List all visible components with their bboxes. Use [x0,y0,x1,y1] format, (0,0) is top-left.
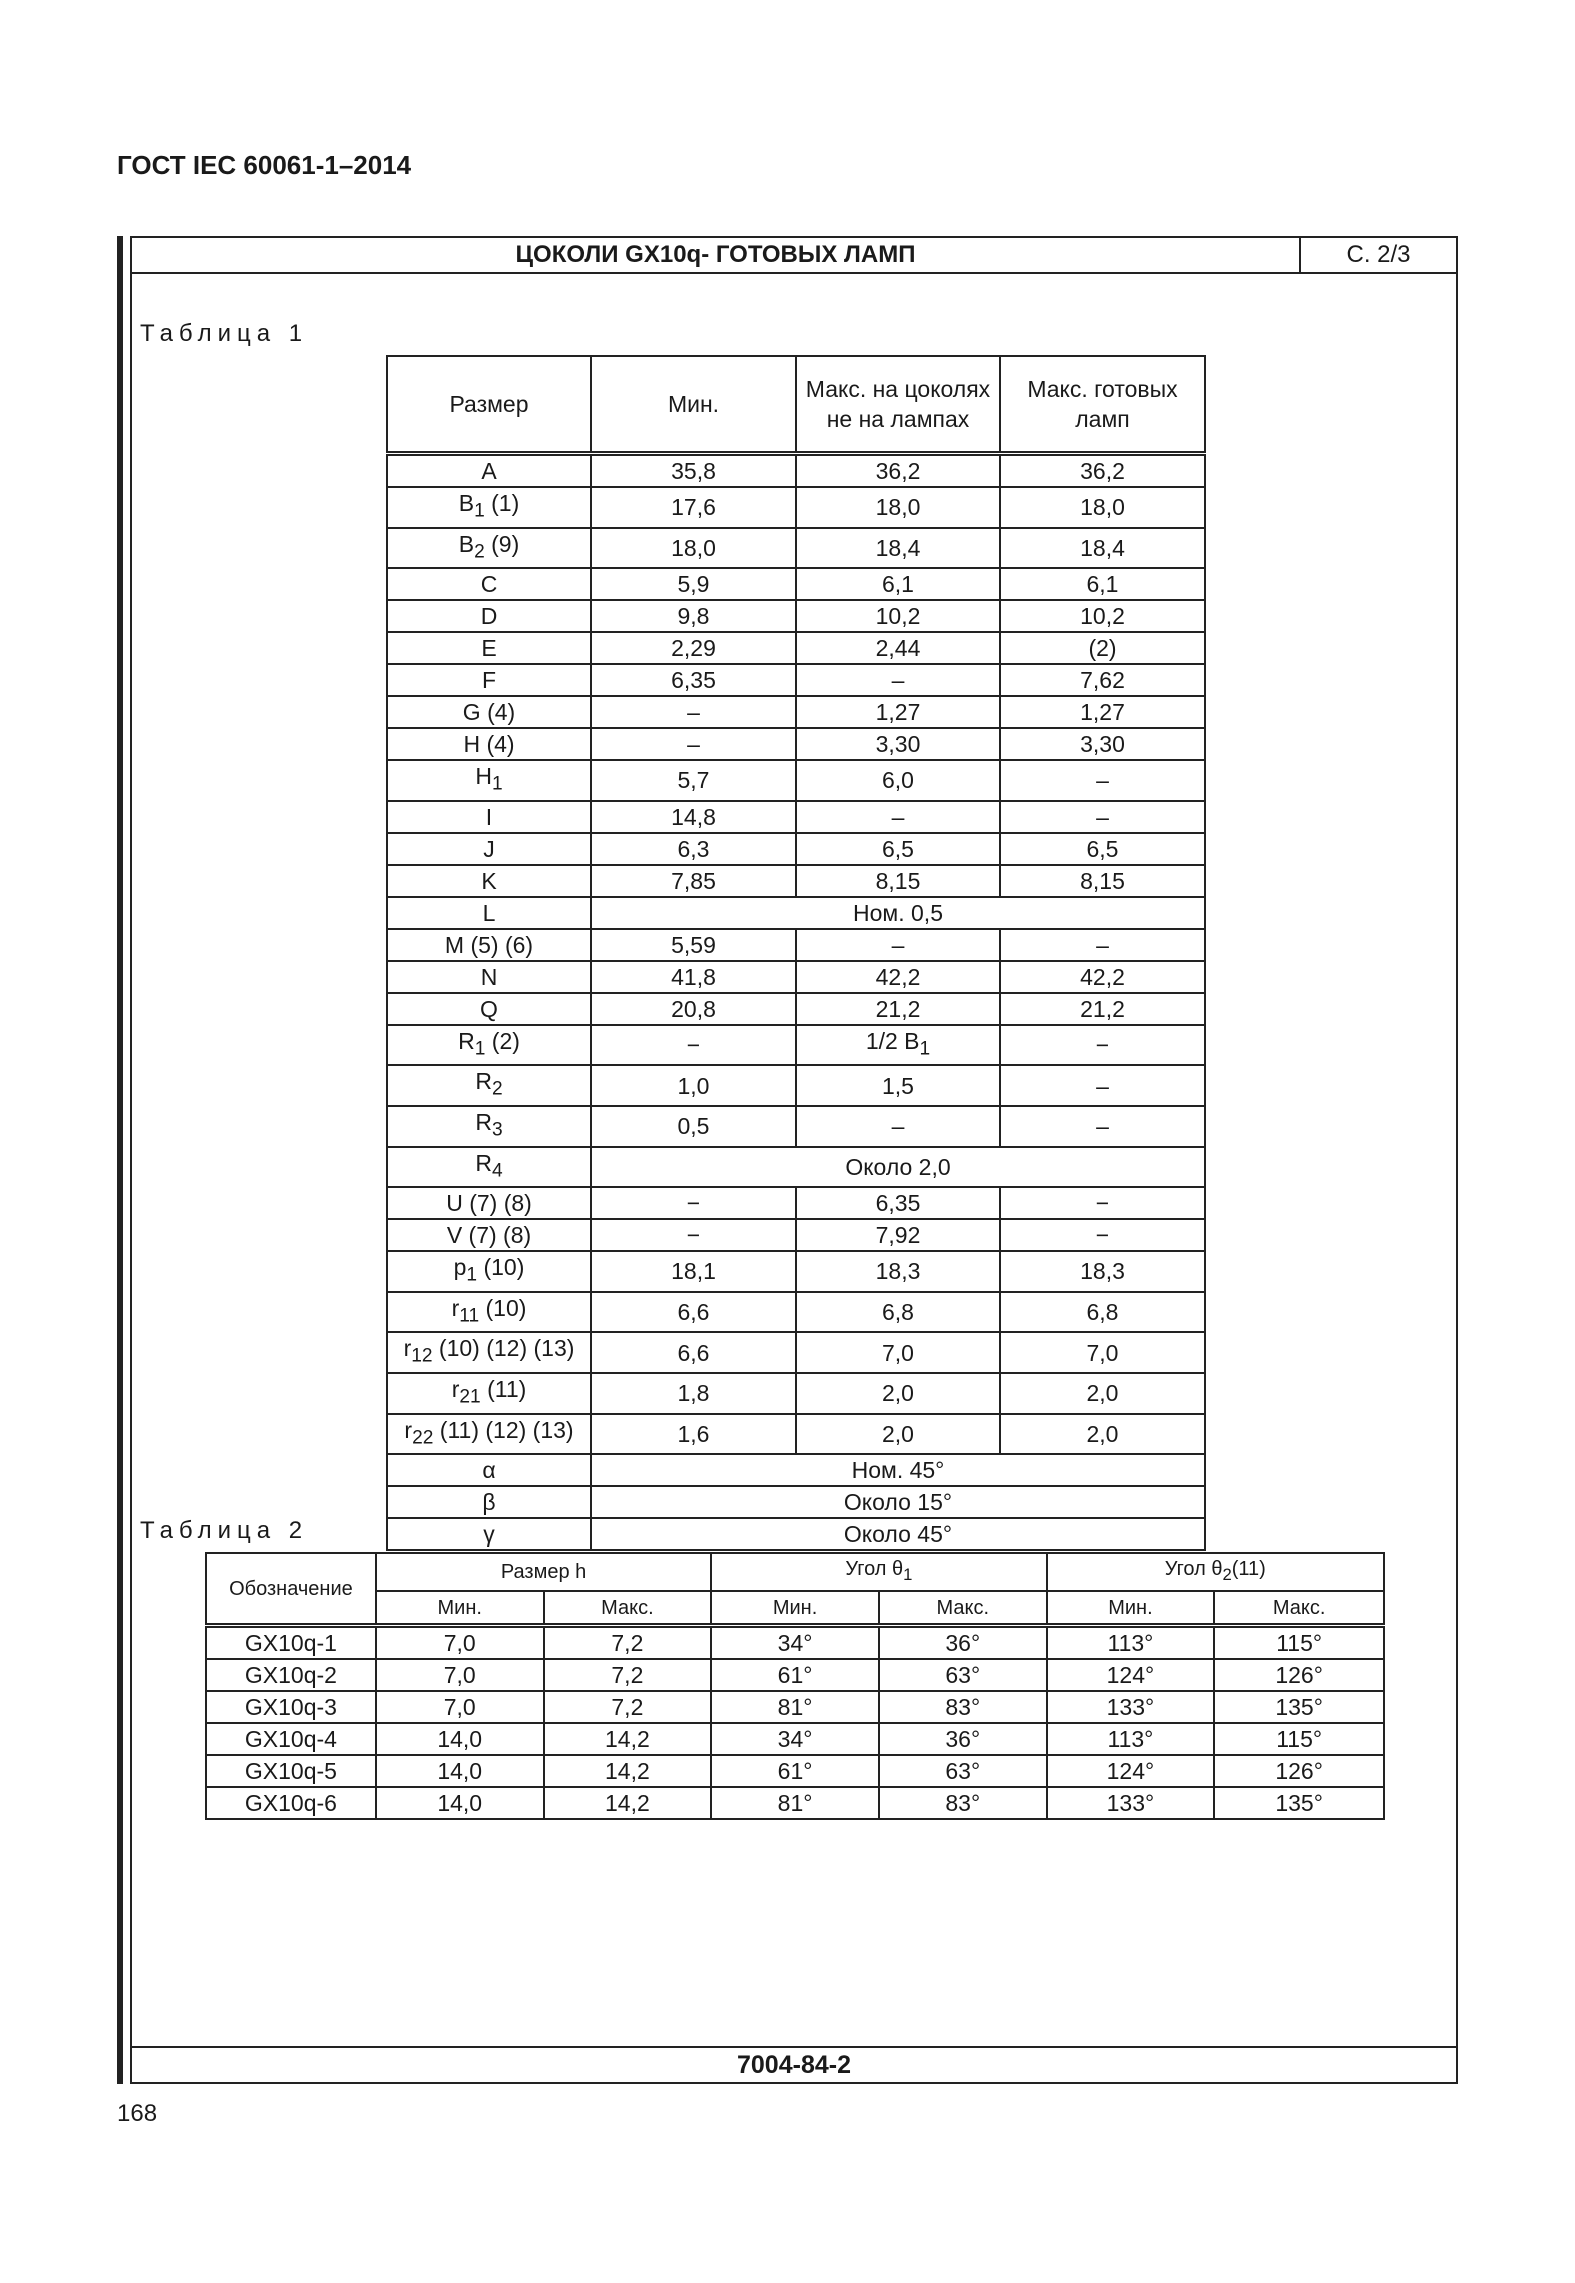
dimension-cell: $R_2$ [387,1065,591,1106]
table-row [387,760,1205,801]
table-row [387,961,1205,993]
min-cell: – [591,728,796,760]
max-cap-cell: 21,2 [796,993,1000,1025]
max-lamp-cell: – [1000,760,1205,801]
designation-cell: GX10q-6 [206,1787,376,1819]
max-cap-cell: – [796,1106,1000,1147]
designation-cell: GX10q-5 [206,1755,376,1787]
max-lamp-cell: − [1000,1187,1205,1219]
min-cell: 20,8 [591,993,796,1025]
min-cell: 7,85 [591,865,796,897]
max-cap-cell: 8,15 [796,865,1000,897]
max-lamp-cell: (2) [1000,632,1205,664]
t1-max-cell: 36° [879,1723,1047,1755]
col-header-max-caps: Макс. на цоколях не на лампах [796,356,1000,454]
table-row [387,632,1205,664]
t2-min-cell: 124° [1047,1659,1215,1691]
dimension-cell: β [387,1486,591,1518]
table-row [206,1659,1384,1691]
min-cell: 1,0 [591,1065,796,1106]
max-cap-cell: 2,0 [796,1414,1000,1455]
dimensions-table [386,355,1206,1551]
min-cell: 9,8 [591,600,796,632]
table-row [387,487,1205,528]
max-lamp-cell: − [1000,1219,1205,1251]
table-row [387,600,1205,632]
table-row [387,1147,1205,1188]
min-cell: 18,0 [591,528,796,569]
dimension-cell: G (4) [387,696,591,728]
dimension-cell: $B_1$ (1) [387,487,591,528]
t1-min-cell: 81° [711,1787,879,1819]
table-row [387,528,1205,569]
dimension-cell: U (7) (8) [387,1187,591,1219]
min-cell: − [591,1187,796,1219]
h-min-cell: 14,0 [376,1787,544,1819]
t2-min-cell: 133° [1047,1691,1215,1723]
t2-max-cell: 135° [1214,1787,1384,1819]
h-min-cell: 7,0 [376,1626,544,1660]
table-row [387,865,1205,897]
t2-max-cell: 135° [1214,1691,1384,1723]
t1-min-cell: 34° [711,1723,879,1755]
min-cell: 0,5 [591,1106,796,1147]
max-lamp-cell: – [1000,801,1205,833]
col-header-theta2-min: Мин. [1047,1591,1215,1626]
max-cap-cell: 3,30 [796,728,1000,760]
dimension-cell: Q [387,993,591,1025]
t2-max-cell: 126° [1214,1755,1384,1787]
max-cap-cell: – [796,664,1000,696]
min-cell: 14,8 [591,801,796,833]
t2-min-cell: 133° [1047,1787,1215,1819]
max-cap-cell: 6,0 [796,760,1000,801]
dimension-cell: J [387,833,591,865]
min-cell: – [591,696,796,728]
t1-max-cell: 63° [879,1755,1047,1787]
t2-max-cell: 115° [1214,1626,1384,1660]
col-group-theta2: Угол $\theta_2(11)$ [1047,1553,1384,1591]
min-cell: 5,59 [591,929,796,961]
max-lamp-cell: 18,0 [1000,487,1205,528]
table-row [387,1025,1205,1066]
dimension-cell: M (5) (6) [387,929,591,961]
table1-caption: Таблица 1 [140,320,309,347]
t1-max-cell: 83° [879,1787,1047,1819]
dimension-cell: $r_{11}$ (10) [387,1292,591,1333]
col-header-designation: Обозначение [206,1553,376,1626]
max-lamp-cell: 1,27 [1000,696,1205,728]
table-row [387,664,1205,696]
col-header-max-lamps: Макс. готовых ламп [1000,356,1205,454]
t2-min-cell: 113° [1047,1626,1215,1660]
t1-max-cell: 83° [879,1691,1047,1723]
max-lamp-cell: 6,8 [1000,1292,1205,1333]
dimension-cell: C [387,568,591,600]
table-row [387,696,1205,728]
max-lamp-cell: – [1000,1065,1205,1106]
max-lamp-cell: 6,5 [1000,833,1205,865]
min-cell: 17,6 [591,487,796,528]
max-lamp-cell: 2,0 [1000,1373,1205,1414]
max-lamp-cell: 18,3 [1000,1251,1205,1292]
t2-min-cell: 113° [1047,1723,1215,1755]
dimension-cell: $r_{22}$ (11) (12) (13) [387,1414,591,1455]
table-row [387,929,1205,961]
h-max-cell: 14,2 [544,1787,712,1819]
table-row [387,454,1205,488]
h-max-cell: 7,2 [544,1691,712,1723]
page-number: 168 [117,2100,158,2127]
min-cell: 5,9 [591,568,796,600]
max-lamp-cell: – [1000,1106,1205,1147]
t1-min-cell: 61° [711,1755,879,1787]
col-header-theta2-max: Макс. [1214,1591,1384,1626]
dimension-cell: $r_{12}$ (10) (12) (13) [387,1332,591,1373]
t1-max-cell: 36° [879,1626,1047,1660]
sheet-header [132,238,1456,274]
max-lamp-cell: − [1000,1025,1205,1066]
max-lamp-cell: 3,30 [1000,728,1205,760]
table-row [387,1187,1205,1219]
h-max-cell: 14,2 [544,1723,712,1755]
designation-cell: GX10q-4 [206,1723,376,1755]
dimension-cell: L [387,897,591,929]
col-group-h: Размер h [376,1553,711,1591]
table-row [206,1691,1384,1723]
max-cap-cell: 2,44 [796,632,1000,664]
table-row [206,1626,1384,1660]
sheet-footer-code: 7004-84-2 [132,2046,1456,2082]
max-lamp-cell: 6,1 [1000,568,1205,600]
table-row [387,1219,1205,1251]
max-cap-cell: – [796,801,1000,833]
max-cap-cell: 1,27 [796,696,1000,728]
max-cap-cell: 6,1 [796,568,1000,600]
t1-min-cell: 34° [711,1626,879,1660]
max-lamp-cell: 7,62 [1000,664,1205,696]
col-header-h-max: Макс. [544,1591,712,1626]
designation-table [205,1552,1385,1820]
margin-bar [117,236,123,2084]
min-cell: 6,6 [591,1332,796,1373]
h-min-cell: 14,0 [376,1755,544,1787]
dimension-cell: A [387,454,591,488]
min-cell: 18,1 [591,1251,796,1292]
min-cell: 6,6 [591,1292,796,1333]
table-row [387,1065,1205,1106]
h-min-cell: 7,0 [376,1659,544,1691]
dimension-cell: H (4) [387,728,591,760]
min-cell: 6,3 [591,833,796,865]
dimension-cell: $r_{21}$ (11) [387,1373,591,1414]
table-row [387,1414,1205,1455]
dimension-cell: I [387,801,591,833]
max-cap-cell: 18,4 [796,528,1000,569]
t1-min-cell: 61° [711,1659,879,1691]
t2-min-cell: 124° [1047,1755,1215,1787]
max-lamp-cell: 42,2 [1000,961,1205,993]
dimension-cell: $B_2$ (9) [387,528,591,569]
max-lamp-cell: 2,0 [1000,1414,1205,1455]
table-row [387,897,1205,929]
table-row [387,1373,1205,1414]
max-lamp-cell: 10,2 [1000,600,1205,632]
dimension-cell: $R_4$ [387,1147,591,1188]
col-header-h-min: Мин. [376,1591,544,1626]
table-row [387,801,1205,833]
designation-cell: GX10q-1 [206,1626,376,1660]
col-group-theta1: Угол $\theta_1$ [711,1553,1046,1591]
table-row [387,568,1205,600]
max-lamp-cell: 36,2 [1000,454,1205,488]
max-lamp-cell: 18,4 [1000,528,1205,569]
h-min-cell: 14,0 [376,1723,544,1755]
max-cap-cell: 36,2 [796,454,1000,488]
table-row [387,993,1205,1025]
sheet-title: ЦОКОЛИ GX10q- ГОТОВЫХ ЛАМП [132,238,1301,272]
max-lamp-cell: 8,15 [1000,865,1205,897]
table-row [387,1518,1205,1550]
table2-caption: Таблица 2 [140,1517,309,1544]
max-cap-cell: 7,92 [796,1219,1000,1251]
min-cell: 2,29 [591,632,796,664]
max-cap-cell: 2,0 [796,1373,1000,1414]
max-cap-cell: 18,0 [796,487,1000,528]
min-cell: 1,6 [591,1414,796,1455]
max-cap-cell: 42,2 [796,961,1000,993]
table-row [206,1723,1384,1755]
h-max-cell: 7,2 [544,1659,712,1691]
t2-max-cell: 126° [1214,1659,1384,1691]
merged-value-cell: Около 45° [591,1518,1205,1550]
dimension-cell: V (7) (8) [387,1219,591,1251]
dimension-cell: F [387,664,591,696]
table-row [387,1332,1205,1373]
table-row [387,728,1205,760]
dimension-cell: K [387,865,591,897]
min-cell: 35,8 [591,454,796,488]
min-cell: − [591,1025,796,1066]
standard-title: ГОСТ IEC 60061-1–2014 [117,150,412,180]
max-cap-cell: 1/2 $B_1$ [796,1025,1000,1066]
min-cell: 41,8 [591,961,796,993]
designation-cell: GX10q-3 [206,1691,376,1723]
max-lamp-cell: 21,2 [1000,993,1205,1025]
max-lamp-cell: 7,0 [1000,1332,1205,1373]
h-min-cell: 7,0 [376,1691,544,1723]
max-cap-cell: 7,0 [796,1332,1000,1373]
dimension-cell: $H_1$ [387,760,591,801]
max-cap-cell: 1,5 [796,1065,1000,1106]
dimension-cell: γ [387,1518,591,1550]
table-row [387,1292,1205,1333]
dimension-cell: E [387,632,591,664]
merged-value-cell: Около 15° [591,1486,1205,1518]
max-cap-cell: 10,2 [796,600,1000,632]
dimension-cell: $p_1$ (10) [387,1251,591,1292]
h-max-cell: 7,2 [544,1626,712,1660]
dimension-cell: α [387,1454,591,1486]
min-cell: − [591,1219,796,1251]
table-row [206,1787,1384,1819]
max-cap-cell: 6,5 [796,833,1000,865]
min-cell: 6,35 [591,664,796,696]
t1-max-cell: 63° [879,1659,1047,1691]
t1-min-cell: 81° [711,1691,879,1723]
designation-cell: GX10q-2 [206,1659,376,1691]
table-row [387,833,1205,865]
t2-max-cell: 115° [1214,1723,1384,1755]
table-row [206,1755,1384,1787]
merged-value-cell: Ном. 45° [591,1454,1205,1486]
dimension-cell: $R_3$ [387,1106,591,1147]
merged-value-cell: Ном. 0,5 [591,897,1205,929]
max-cap-cell: – [796,929,1000,961]
col-header-min: Мин. [591,356,796,454]
table-row [387,1486,1205,1518]
max-cap-cell: 6,35 [796,1187,1000,1219]
min-cell: 5,7 [591,760,796,801]
table-row [387,1251,1205,1292]
merged-value-cell: Около 2,0 [591,1147,1205,1188]
dimension-cell: D [387,600,591,632]
h-max-cell: 14,2 [544,1755,712,1787]
max-cap-cell: 18,3 [796,1251,1000,1292]
col-header-size: Размер [387,356,591,454]
dimension-cell: $R_1$ (2) [387,1025,591,1066]
min-cell: 1,8 [591,1373,796,1414]
table-row [387,1106,1205,1147]
dimension-cell: N [387,961,591,993]
col-header-theta1-min: Мин. [711,1591,879,1626]
table-row [387,1454,1205,1486]
col-header-theta1-max: Макс. [879,1591,1047,1626]
sheet-page: С. 2/3 [1346,241,1411,268]
max-cap-cell: 6,8 [796,1292,1000,1333]
max-lamp-cell: – [1000,929,1205,961]
